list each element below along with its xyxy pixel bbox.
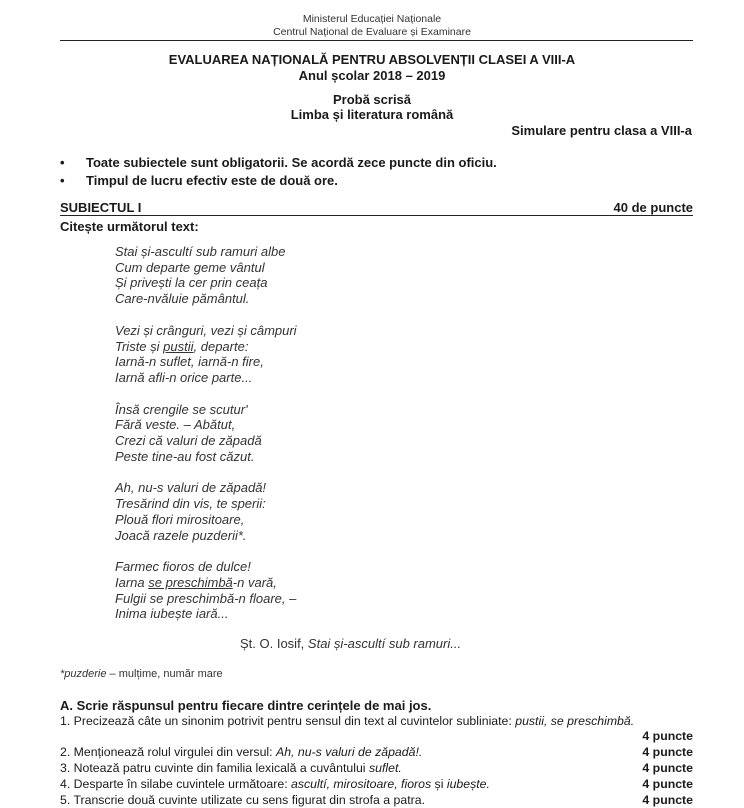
task-points: 4 puncte bbox=[642, 793, 693, 807]
task-points: 4 puncte bbox=[642, 777, 693, 791]
poem-source: Șt. O. Iosif, Stai și-ascultí sub ramuri... bbox=[240, 636, 462, 651]
section-title: SUBIECTUL I bbox=[60, 200, 142, 215]
bullet-icon: • bbox=[60, 173, 65, 188]
stanza-3: Însă crengile se scutur' Fără veste. – Abătut, Crezi că valuri de zăpadă Peste tine-au fost căzut. bbox=[115, 401, 262, 464]
underlined-word: pustii bbox=[163, 338, 194, 354]
rule-bullet-1: • Toate subiectele sunt obligatorii. Se acordă zece puncte din oficiu. bbox=[60, 155, 497, 170]
poem-text bbox=[115, 244, 297, 638]
header-rule bbox=[60, 40, 693, 41]
task-points: 4 puncte bbox=[642, 745, 693, 759]
read-instruction: Citește următorul text: bbox=[60, 219, 199, 234]
task-3: 3. Notează patru cuvinte din familia lexicală a cuvântului suflet. 4 puncte bbox=[60, 761, 693, 775]
footnote: *puzderie – mulțime, număr mare bbox=[60, 668, 223, 680]
section-points: 40 de puncte bbox=[613, 200, 693, 215]
task-5: 5. Transcrie două cuvinte utilizate cu sens figurat din strofa a patra. 4 puncte bbox=[60, 793, 693, 807]
exam-title: EVALUAREA NAȚIONALĂ PENTRU ABSOLVENȚII CLASEI A VIII-A bbox=[168, 52, 576, 67]
exam-subject: Limba și literatura română bbox=[290, 107, 454, 122]
underlined-word: se preschimbă bbox=[148, 574, 233, 590]
task-1: 1. Precizează câte un sinonim potrivit pentru sensul din text al cuvintelor subliniate: pustii, se preschimbă. 4 puncte bbox=[60, 714, 693, 743]
part-a-heading: A. Scrie răspunsul pentru fiecare dintre cerințele de mai jos. bbox=[60, 698, 432, 713]
stanza-5: Farmec fioros de dulce! Iarna se preschimbă-n vară, Fulgii se preschimbă-n floare, – Inima iubește iară... bbox=[115, 559, 297, 622]
task-4: 4. Desparte în silabe cuvintele următoare: ascultí, mirositoare, fioros și iubește. 4 puncte bbox=[60, 777, 693, 791]
center-name: Centrul Național de Evaluare și Examinare bbox=[273, 26, 471, 38]
section-heading bbox=[60, 200, 693, 216]
stanza-2: Vezi și crânguri, vezi și câmpuri Triste și pustii, departe: Iarnă-n suflet, iarnă-n fire, Iarnă afli-n orice parte... bbox=[115, 322, 297, 385]
ministry-name: Ministerul Educației Naționale bbox=[302, 13, 442, 25]
task-points: 4 puncte bbox=[642, 729, 693, 743]
exam-type: Probă scrisă bbox=[332, 92, 412, 107]
bullet-icon: • bbox=[60, 155, 65, 170]
stanza-1: Stai și-ascultí sub ramuri albe Cum departe geme vântul Și privești la cer prin ceața Care-nvăluie pământul. bbox=[115, 244, 286, 307]
task-2: 2. Menționează rolul virgulei din versul: Ah, nu-s valuri de zăpadă!. 4 puncte bbox=[60, 745, 693, 759]
simulation-label: Simulare pentru clasa a VIII-a bbox=[511, 123, 692, 138]
school-year: Anul școlar 2018 – 2019 bbox=[298, 68, 446, 83]
stanza-4: Ah, nu-s valuri de zăpadă! Tresărind din vis, te sperii: Plouă flori mirositoare, Joacă razele puzderii*. bbox=[115, 480, 267, 543]
rule-bullet-2: • Timpul de lucru efectiv este de două ore. bbox=[60, 173, 338, 188]
task-points: 4 puncte bbox=[642, 761, 693, 775]
